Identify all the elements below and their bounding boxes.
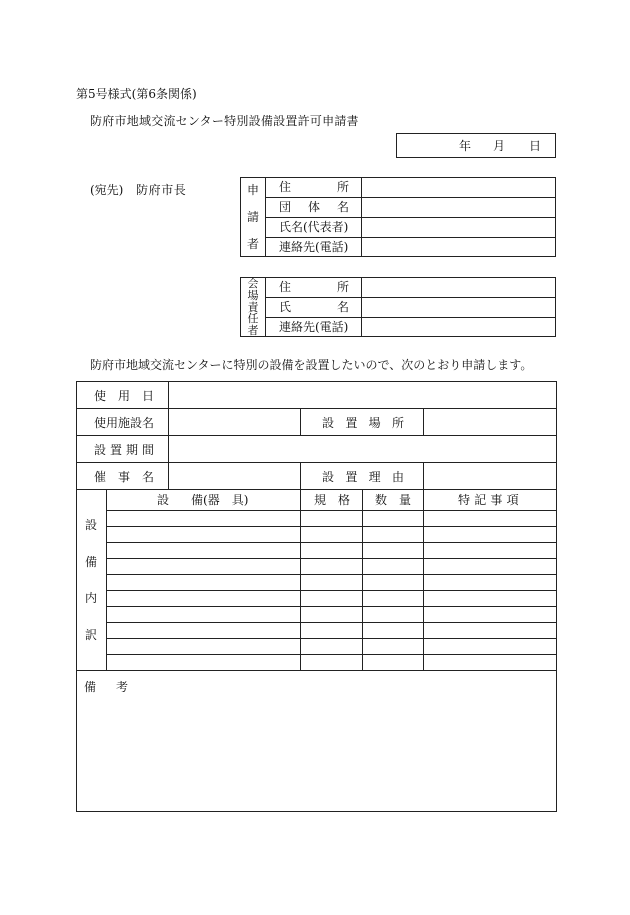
- applicant-group-label: 団 体 名: [279, 200, 349, 214]
- addressee-name: 防府市長: [136, 183, 187, 197]
- breakdown-entry-area[interactable]: [107, 511, 556, 669]
- installation-period-field[interactable]: [169, 436, 556, 461]
- installation-location-field[interactable]: [424, 409, 556, 434]
- venue-address-field[interactable]: [362, 278, 555, 296]
- notes-column-header: 特記事項: [458, 493, 523, 507]
- date-month-label: 月: [493, 139, 506, 153]
- applicant-name-label: 氏名(代表者): [279, 220, 349, 234]
- equipment-column-header: 設 備(器 具): [157, 493, 249, 507]
- date-day-label: 日: [529, 139, 542, 153]
- quantity-column-header: 数 量: [375, 493, 411, 507]
- date-year-label: 年: [459, 139, 472, 153]
- venue-manager-label: 会 場 責 任 者: [247, 277, 259, 337]
- breakdown-label: 設 備 内 訳: [84, 518, 97, 642]
- event-name-label: 催 事 名: [94, 470, 154, 484]
- event-name-field[interactable]: [169, 463, 299, 488]
- remarks-label: 備 考: [84, 680, 128, 694]
- venue-address-label: 住 所: [279, 280, 349, 294]
- facility-name-label: 使用施設名: [94, 416, 155, 430]
- installation-reason-field[interactable]: [424, 463, 556, 488]
- installation-reason-label: 設 置 理 由: [322, 470, 404, 484]
- venue-name-label: 氏 名: [279, 300, 349, 314]
- form-number: 第5号様式(第6条関係): [76, 87, 197, 101]
- applicant-contact-label: 連絡先(電話): [279, 240, 349, 254]
- use-date-label: 使 用 日: [94, 389, 154, 403]
- venue-contact-label: 連絡先(電話): [279, 320, 349, 334]
- facility-name-field[interactable]: [169, 409, 299, 434]
- applicant-group-field[interactable]: [362, 198, 555, 216]
- remarks-field[interactable]: [77, 700, 556, 811]
- page-title: 防府市地域交流センター特別設備設置許可申請書: [90, 114, 359, 128]
- intro-text: 防府市地域交流センターに特別の設備を設置したいので、次のとおり申請します。: [90, 358, 533, 372]
- applicant-address-field[interactable]: [362, 178, 555, 196]
- spec-column-header: 規 格: [314, 493, 350, 507]
- installation-location-label: 設 置 場 所: [322, 416, 404, 430]
- applicant-contact-field[interactable]: [362, 238, 555, 256]
- installation-period-label: 設 置 期 間: [94, 443, 154, 457]
- use-date-field[interactable]: [169, 382, 556, 407]
- applicant-address-label: 住 所: [279, 180, 349, 194]
- applicant-name-field[interactable]: [362, 218, 555, 236]
- venue-contact-field[interactable]: [362, 318, 555, 336]
- applicant-label: 申 請 者: [246, 183, 259, 251]
- addressee-prefix: (宛先): [90, 183, 124, 197]
- venue-name-field[interactable]: [362, 298, 555, 316]
- date-box[interactable]: [396, 133, 556, 158]
